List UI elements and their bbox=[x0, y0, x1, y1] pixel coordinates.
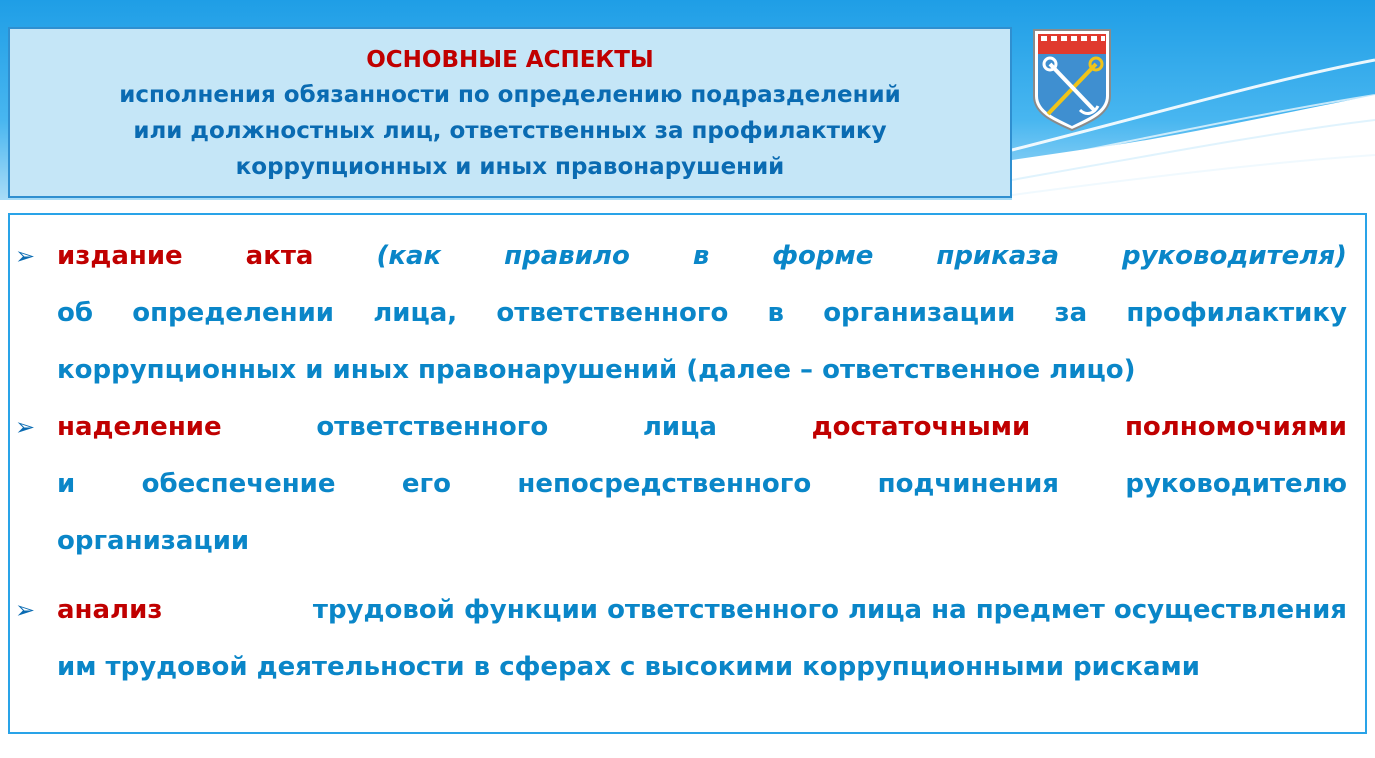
item-3-line-1-text: трудовой функции ответственного лица на предмет осуществления bbox=[312, 595, 1347, 625]
word: в bbox=[692, 241, 710, 271]
title-heading: ОСНОВНЫЕ АСПЕКТЫ bbox=[366, 47, 654, 73]
title-line-1: исполнения обязанности по определению подразделений bbox=[119, 82, 901, 108]
word: и bbox=[57, 469, 76, 499]
word: непосредственного bbox=[517, 469, 812, 499]
item-1-line-3: коррупционных и иных правонарушений (далее – ответственное лицо) bbox=[57, 355, 1136, 385]
item-1-line-2: об определении лица, ответственного в организации за профилактику bbox=[57, 298, 1347, 328]
item-3-line-1 bbox=[57, 582, 1347, 639]
item-2-line-1 bbox=[57, 399, 1347, 456]
word: его bbox=[401, 469, 451, 499]
keyword-dostatochnymi: достаточными bbox=[811, 412, 1031, 442]
keyword-akta: акта bbox=[245, 241, 314, 271]
arrow-bullet-icon: ➢ bbox=[15, 413, 36, 441]
word: подчинения bbox=[877, 469, 1059, 499]
item-2-line-3: организации bbox=[57, 526, 250, 556]
keyword-polnomochiyami: полномочиями bbox=[1124, 412, 1347, 442]
word: (как bbox=[376, 241, 442, 271]
arrow-bullet-icon: ➢ bbox=[15, 596, 36, 624]
word: лица bbox=[642, 412, 717, 442]
word: руководителю bbox=[1125, 469, 1347, 499]
arrow-bullet-icon: ➢ bbox=[15, 242, 36, 270]
list-item bbox=[15, 582, 1347, 696]
item-2-line-2 bbox=[57, 456, 1347, 513]
title-line-2: или должностных лиц, ответственных за профилактику bbox=[133, 118, 887, 144]
word: ответственного bbox=[316, 412, 549, 442]
word: форме bbox=[772, 241, 874, 271]
item-3-line-2: им трудовой деятельности в сферах с высокими коррупционными рисками bbox=[57, 652, 1200, 682]
word: правило bbox=[504, 241, 630, 271]
keyword-analiz: анализ bbox=[57, 595, 163, 625]
keyword-nadelenie: наделение bbox=[57, 412, 222, 442]
keyword-izdanie: издание bbox=[57, 241, 183, 271]
list-item bbox=[15, 399, 1347, 570]
title-box bbox=[8, 27, 1012, 198]
word: обеспечение bbox=[141, 469, 336, 499]
list-item bbox=[15, 228, 1347, 399]
title-line-3: коррупционных и иных правонарушений bbox=[235, 154, 785, 180]
word: приказа bbox=[936, 241, 1059, 271]
coat-of-arms-icon bbox=[1030, 26, 1114, 131]
word: руководителя) bbox=[1121, 241, 1347, 271]
item-1-line-1 bbox=[57, 228, 1347, 285]
